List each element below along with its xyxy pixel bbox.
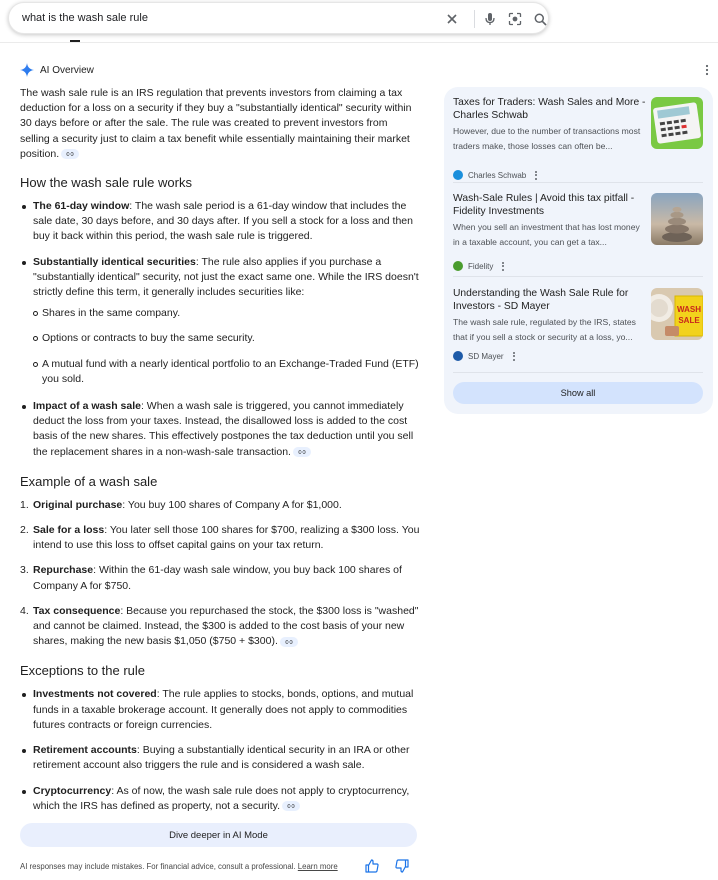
show-all-button[interactable]: Show all bbox=[453, 382, 703, 404]
source-snippet: When you sell an investment that has lost money in a taxable account, you can get a tax... bbox=[453, 222, 640, 247]
list-item bbox=[20, 199, 420, 245]
source-card[interactable] bbox=[453, 288, 703, 374]
sub-list bbox=[33, 306, 420, 387]
item-label: Retirement accounts bbox=[33, 744, 137, 757]
how-it-works-list bbox=[20, 199, 420, 460]
ai-overview-title: AI Overview bbox=[40, 64, 94, 76]
link-icon[interactable] bbox=[280, 637, 298, 647]
calculator-image[interactable] bbox=[651, 97, 703, 149]
ai-overview-header bbox=[20, 62, 94, 78]
sdmayer-favicon-icon bbox=[453, 351, 463, 361]
ai-overview-body bbox=[20, 86, 420, 814]
fidelity-favicon-icon bbox=[453, 261, 463, 271]
sub-list-item: Shares in the same company. bbox=[20, 306, 420, 321]
more-options-icon[interactable] bbox=[502, 262, 504, 271]
section-heading: Example of a wash sale bbox=[20, 473, 158, 489]
link-icon[interactable] bbox=[61, 149, 79, 159]
search-bar[interactable] bbox=[8, 2, 549, 34]
thumbs-down-icon[interactable] bbox=[394, 858, 410, 874]
item-label: Impact of a wash sale bbox=[33, 400, 141, 413]
list-item bbox=[20, 498, 420, 513]
item-label: Sale for a loss bbox=[33, 524, 105, 537]
card-divider bbox=[453, 182, 703, 183]
lens-icon[interactable] bbox=[506, 10, 524, 28]
item-text: : You buy 100 shares of Company A for $1,000. bbox=[122, 498, 342, 511]
stacked-stones-image[interactable] bbox=[651, 193, 703, 245]
sub-list-item: Options or contracts to buy the same security. bbox=[20, 331, 420, 346]
mic-icon[interactable] bbox=[481, 10, 499, 28]
search-divider bbox=[474, 10, 475, 28]
search-input[interactable]: what is the wash sale rule bbox=[22, 12, 148, 24]
list-item bbox=[20, 255, 420, 387]
item-label: Substantially identical securities bbox=[33, 255, 196, 268]
item-text: : Within the 61-day wash sale window, you buy back 100 shares of Company A for $750. bbox=[33, 564, 402, 592]
item-label: Original purchase bbox=[33, 498, 123, 511]
learn-more-link[interactable]: Learn more bbox=[297, 862, 338, 871]
item-label: Investments not covered bbox=[33, 688, 157, 701]
header-divider bbox=[0, 42, 718, 43]
source-attribution bbox=[453, 170, 537, 180]
link-icon[interactable] bbox=[293, 447, 311, 457]
image-text-sale: SALE bbox=[678, 316, 700, 325]
item-text: : When a wash sale is triggered, you cannot immediately deduct the loss from your taxes. Instead, the disallowed loss is added to the cost basis of the new shares. This effectively postpones the tax deduction until you sell the replacement shares in a non-wash-sale transaction. bbox=[33, 400, 414, 458]
list-item bbox=[20, 399, 420, 460]
source-snippet: However, due to the number of transactions most traders make, those losses can often be... bbox=[453, 126, 641, 151]
list-item bbox=[20, 563, 420, 593]
intro-paragraph bbox=[20, 86, 420, 162]
intro-text: The wash sale rule is an IRS regulation that prevents investors from claiming a tax deduction for a loss on a security if they buy a "substantially identical" security within 30 days before or after the sale. The rule was created to prevent investors from selling a security just to claim a tax benefit while essentially maintaining their market position. bbox=[20, 87, 412, 160]
item-number: 4. bbox=[20, 604, 29, 617]
source-title[interactable]: Wash-Sale Rules | Avoid this tax pitfall - Fidelity Investments bbox=[453, 193, 635, 217]
dive-deeper-button[interactable]: Dive deeper in AI Mode bbox=[20, 823, 417, 847]
list-item bbox=[20, 687, 420, 733]
item-text: : The rule applies to stocks, bonds, options, and mutual funds in a taxable brokerage account. It generally does not apply to commodities futures contracts or foreign currencies. bbox=[33, 688, 414, 731]
list-item bbox=[20, 523, 420, 553]
more-options-icon[interactable] bbox=[513, 352, 515, 361]
card-divider bbox=[453, 372, 703, 373]
item-number: 3. bbox=[20, 564, 29, 577]
disclaimer bbox=[20, 862, 338, 871]
source-name: Fidelity bbox=[468, 261, 494, 271]
item-text: : The wash sale period is a 61-day window that includes the sale date, 30 days before, and 30 days after. If you sell a stock for a loss and then buy it back within this period, the wash sale rule is triggered. bbox=[33, 200, 413, 243]
item-number: 2. bbox=[20, 524, 29, 537]
disclaimer-text: AI responses may include mistakes. For financial advice, consult a professional. bbox=[20, 862, 296, 871]
exceptions-list bbox=[20, 687, 420, 813]
source-snippet: The wash sale rule, regulated by the IRS, states that if you sell a stock or security at a loss, yo... bbox=[453, 317, 636, 342]
section-heading: Exceptions to the rule bbox=[20, 663, 146, 679]
card-divider bbox=[453, 276, 703, 277]
search-icon[interactable] bbox=[531, 10, 549, 28]
item-text: : Buying a substantially identical security in an IRA or other retirement account also triggers the rule and is considered a wash sale. bbox=[33, 744, 410, 772]
source-title[interactable]: Taxes for Traders: Wash Sales and More - Charles Schwab bbox=[453, 97, 646, 121]
item-number: 1. bbox=[20, 498, 29, 511]
item-label: Cryptocurrency bbox=[33, 784, 112, 797]
sub-list-item: A mutual fund with a nearly identical portfolio to an Exchange-Traded Fund (ETF) you sold. bbox=[20, 357, 420, 387]
more-options-icon[interactable] bbox=[704, 64, 710, 76]
source-title[interactable]: Understanding the Wash Sale Rule for Investors - SD Mayer bbox=[453, 288, 629, 312]
section-heading: How the wash sale rule works bbox=[20, 175, 192, 191]
item-label: Repurchase bbox=[33, 564, 94, 577]
item-text: : You later sell those 100 shares for $700, realizing a $300 loss. You intend to use this loss to offset capital gains on your tax return. bbox=[33, 524, 420, 552]
thumbs-up-icon[interactable] bbox=[364, 858, 380, 874]
wash-sale-image[interactable] bbox=[651, 288, 703, 340]
more-options-icon[interactable] bbox=[535, 171, 537, 180]
example-list bbox=[20, 498, 420, 650]
source-attribution bbox=[453, 351, 515, 361]
gemini-sparkle-icon bbox=[20, 63, 34, 77]
schwab-favicon-icon bbox=[453, 170, 463, 180]
item-text: : Because you repurchased the stock, the $300 loss is "washed" and cannot be claimed. Instead, the $300 is added to the cost basis of your new shares, making the new basis $1,050 ($750 + $300). bbox=[33, 604, 419, 648]
source-card[interactable] bbox=[453, 193, 703, 279]
list-item bbox=[20, 604, 420, 650]
item-label: Tax consequence bbox=[33, 604, 121, 617]
list-item bbox=[20, 784, 420, 814]
source-attribution bbox=[453, 261, 504, 271]
close-icon[interactable] bbox=[443, 10, 461, 28]
list-item bbox=[20, 743, 420, 773]
link-icon[interactable] bbox=[282, 801, 300, 811]
source-name: Charles Schwab bbox=[468, 170, 527, 180]
sources-panel bbox=[444, 87, 713, 414]
source-name: SD Mayer bbox=[468, 351, 504, 361]
source-card[interactable] bbox=[453, 97, 703, 183]
item-text: : The rule also applies if you purchase a "substantially identical" security, not just the exact same one. While the IRS doesn't strictly define this term, it generally includes securities like: bbox=[33, 255, 419, 299]
image-text-wash: WASH bbox=[677, 305, 701, 314]
item-text: : As of now, the wash sale rule does not apply to cryptocurrency, which the IRS has defined as property, not a security. bbox=[33, 784, 410, 812]
item-label: The 61-day window bbox=[33, 200, 130, 213]
